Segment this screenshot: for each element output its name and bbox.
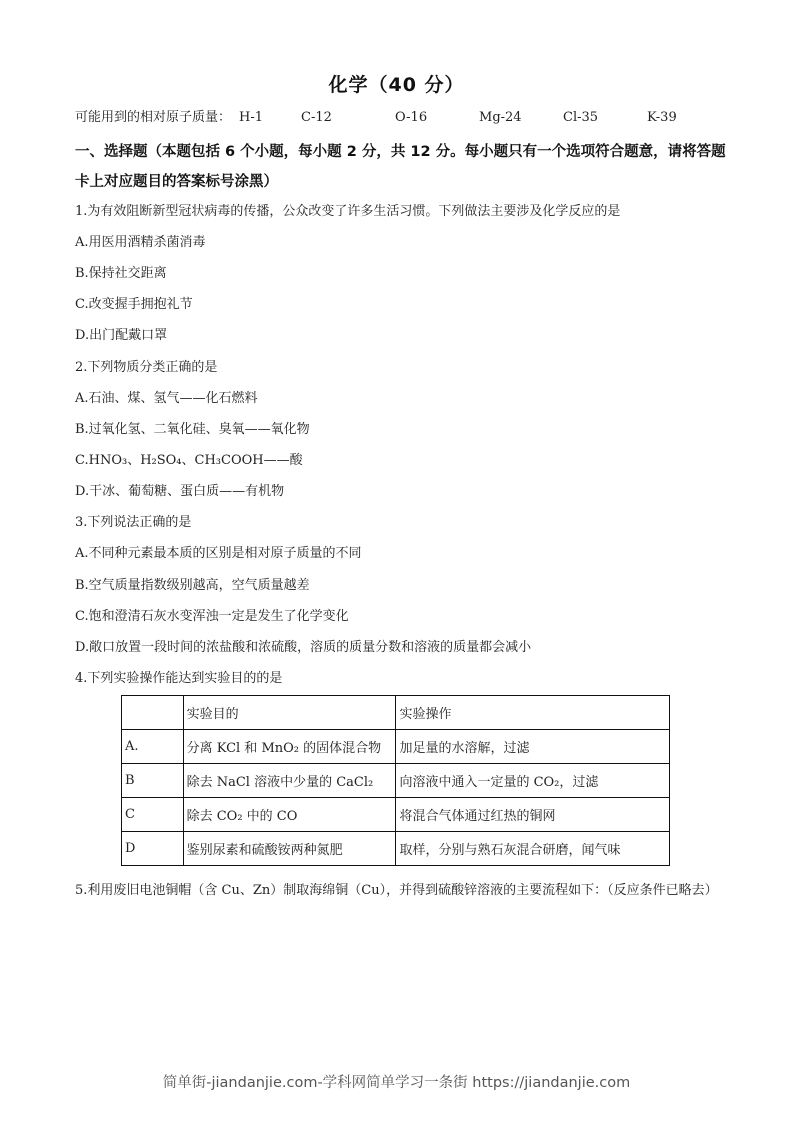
- table-cell-purpose: 鉴别尿素和硫酸铵两种氮肥: [183, 832, 396, 866]
- table-cell-option: D: [122, 832, 184, 866]
- question-3-option-a: A.不同种元素最本质的区别是相对原子质量的不同: [75, 546, 362, 561]
- question-3-stem: 3.下列说法正确的是: [75, 515, 192, 530]
- question-3-option-d: D.敞口放置一段时间的浓盐酸和浓硫酸，溶质的质量分数和溶液的质量都会减小: [75, 640, 532, 655]
- table-row: [122, 730, 670, 764]
- atomic-mass-c: C-12: [301, 110, 332, 125]
- table-cell-option: B: [122, 764, 184, 798]
- question-1-option-d: D.出门配戴口罩: [75, 328, 168, 343]
- table-cell-operation: 加足量的水溶解，过滤: [396, 730, 670, 764]
- question-2-stem: 2.下列物质分类正确的是: [75, 360, 218, 375]
- table-cell-operation: 向溶液中通入一定量的 CO₂，过滤: [396, 764, 670, 798]
- question-4-stem: 4.下列实验操作能达到实验目的的是: [75, 671, 283, 686]
- table-cell-operation: 取样，分别与熟石灰混合研磨，闻气味: [396, 832, 670, 866]
- atomic-mass-mg: Mg-24: [479, 110, 522, 125]
- table-cell-purpose: 分离 KCl 和 MnO₂ 的固体混合物: [183, 730, 396, 764]
- table-cell-purpose: 除去 NaCl 溶液中少量的 CaCl₂: [183, 764, 396, 798]
- atomic-mass-k: K-39: [647, 110, 677, 125]
- table-header-cell: [122, 696, 184, 730]
- question-5-stem: 5.利用废旧电池铜帽（含 Cu、Zn）制取海绵铜（Cu），并得到硫酸锌溶液的主要流程如下：（反应条件已略去）: [75, 883, 718, 898]
- table-cell-option: C: [122, 798, 184, 832]
- question-2-option-a: A.石油、煤、氢气——化石燃料: [75, 391, 258, 406]
- question-2-option-c: C.HNO₃、H₂SO₄、CH₃COOH——酸: [75, 453, 303, 468]
- atomic-mass-o: O-16: [395, 110, 428, 125]
- atomic-mass-h: H-1: [239, 110, 264, 125]
- question-1-option-c: C.改变握手拥抱礼节: [75, 297, 193, 312]
- table-row: [122, 832, 670, 866]
- question-3-option-c: C.饱和澄清石灰水变浑浊一定是发生了化学变化: [75, 609, 349, 624]
- atomic-masses-label: 可能用到的相对原子质量：: [75, 110, 232, 125]
- table-cell-option: A.: [122, 730, 184, 764]
- footer-watermark: 简单街-jiandanjie.com-学科网简单学习一条街 https://jiandanjie.com: [162, 1075, 631, 1091]
- question-1-option-b: B.保持社交距离: [75, 266, 167, 281]
- table-cell-operation: 将混合气体通过红热的铜网: [396, 798, 670, 832]
- question-2-option-d: D.干冰、葡萄糖、蛋白质——有机物: [75, 484, 285, 499]
- atomic-masses-line: [75, 110, 677, 126]
- page-title: 化学（40 分）: [328, 74, 465, 96]
- section-heading: 一、选择题（本题包括 6 个小题，每小题 2 分，共 12 分。每小题只有一个选项符合题意，请将答题卡上对应题目的答案标号涂黑）: [75, 144, 726, 190]
- table-row: [122, 764, 670, 798]
- table-row: [122, 798, 670, 832]
- question-1-stem: 1.为有效阻断新型冠状病毒的传播，公众改变了许多生活习惯。下列做法主要涉及化学反应的是: [75, 204, 621, 219]
- table-header-cell: 实验目的: [183, 696, 396, 730]
- table-cell-purpose: 除去 CO₂ 中的 CO: [183, 798, 396, 832]
- table-header-cell: 实验操作: [396, 696, 670, 730]
- question-1-option-a: A.用医用酒精杀菌消毒: [75, 235, 206, 250]
- table-header-row: [122, 696, 670, 730]
- atomic-mass-cl: Cl-35: [563, 110, 599, 125]
- question-3-option-b: B.空气质量指数级别越高，空气质量越差: [75, 578, 310, 593]
- experiment-table: [121, 695, 670, 866]
- question-2-option-b: B.过氧化氢、二氧化硅、臭氧——氧化物: [75, 422, 310, 437]
